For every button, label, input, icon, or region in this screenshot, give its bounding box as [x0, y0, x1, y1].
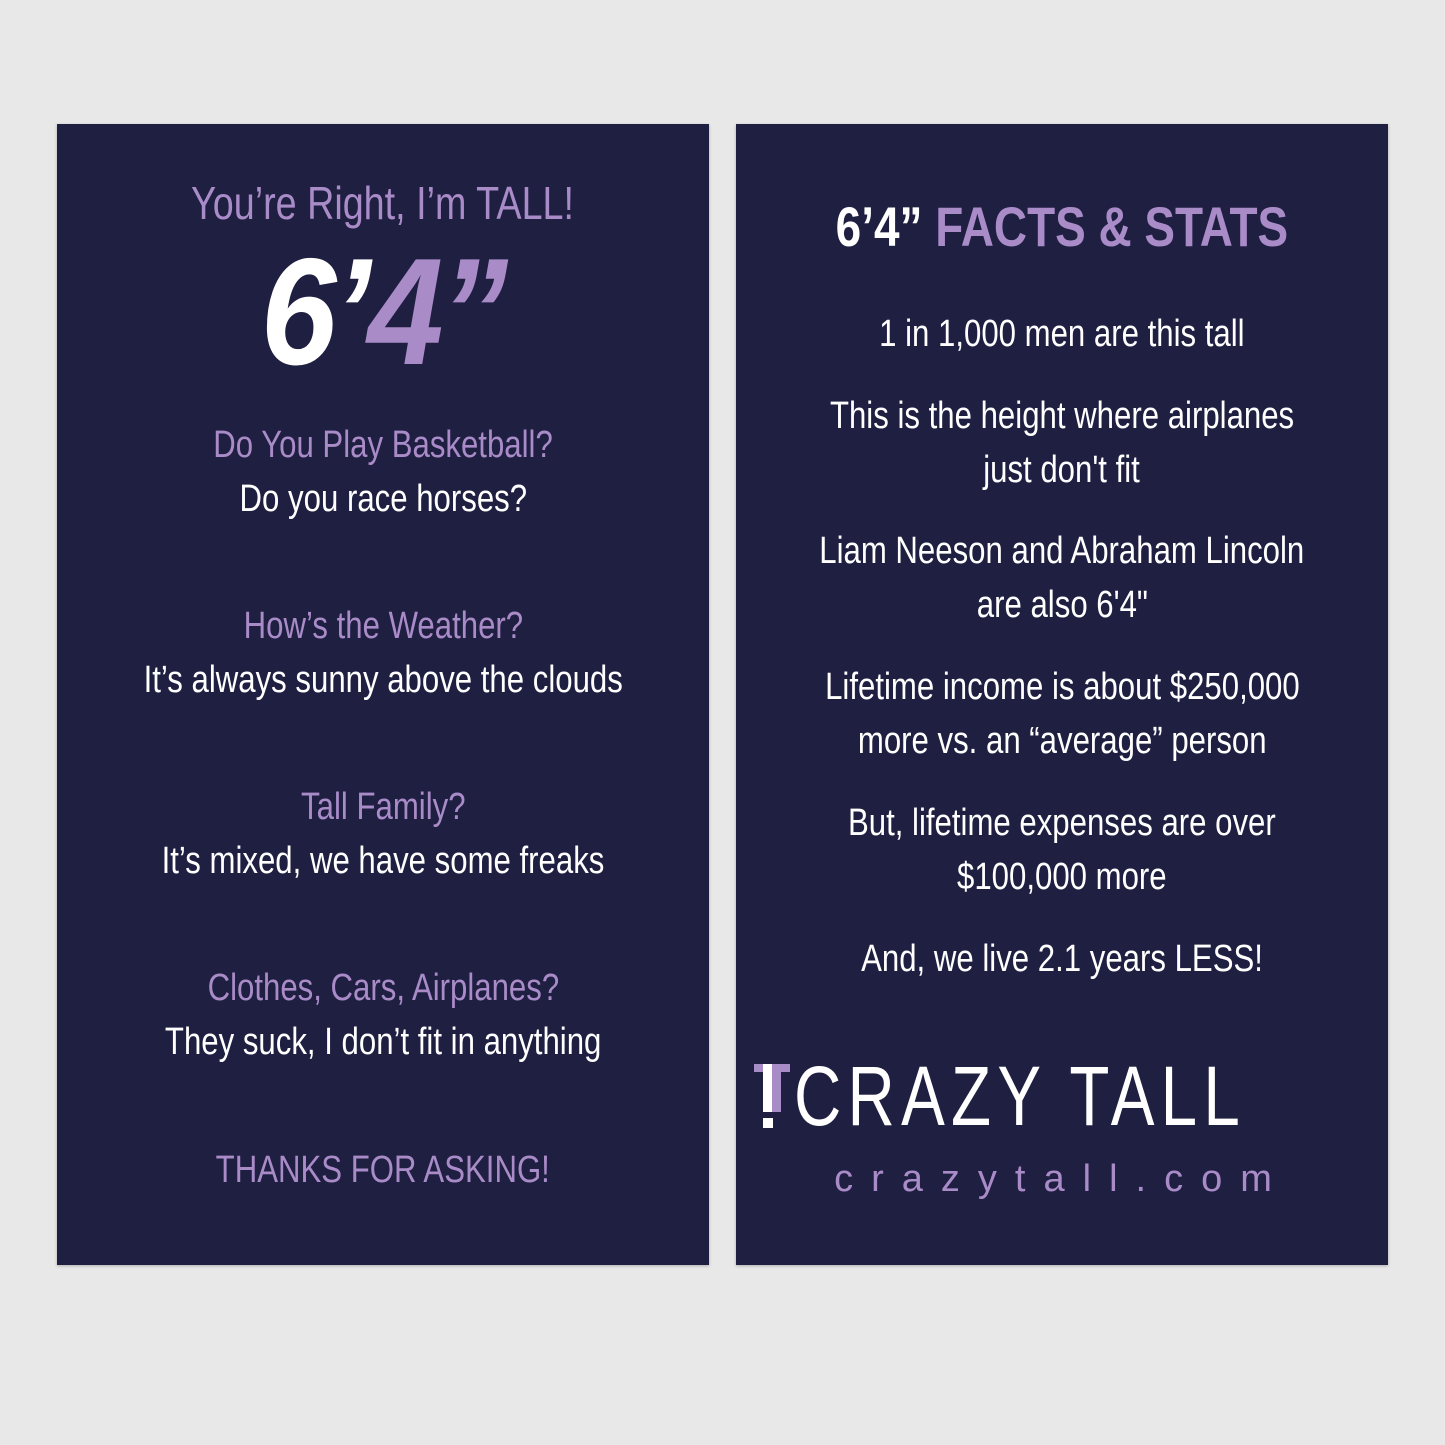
answer-1: Do you race horses?: [239, 478, 527, 520]
heading-rest: FACTS & STATS: [935, 195, 1289, 258]
fact-6: And, we live 2.1 years LESS!: [861, 938, 1263, 980]
left-card: [57, 124, 709, 1265]
height-feet: 6’: [260, 227, 368, 397]
question-3: Tall Family?: [300, 786, 466, 828]
question-2: How’s the Weather?: [243, 605, 523, 647]
fact-4: Lifetime income is about $250,000 more vs. an “average” person: [824, 666, 1300, 762]
fact-5: But, lifetime expenses are over $100,000 more: [848, 802, 1276, 898]
question-1: Do You Play Basketball?: [213, 424, 553, 466]
facts-heading: [736, 194, 1388, 259]
answer-4: They suck, I don’t fit in anything: [164, 1021, 602, 1063]
fact-2: This is the height where airplanes just don't fit: [829, 395, 1295, 491]
logo-brand: CRAZY TALL: [794, 1049, 1247, 1143]
answer-3: It’s mixed, we have some freaks: [161, 840, 605, 882]
big-height: [57, 227, 709, 397]
right-card: [736, 124, 1388, 1265]
fact-3: Liam Neeson and Abraham Lincoln are also 6'4": [819, 530, 1305, 626]
heading-height: 6’4”: [835, 195, 923, 258]
height-inches: 4”: [367, 227, 506, 397]
crazy-tall-logo: [736, 1049, 1388, 1143]
question-4: Clothes, Cars, Airplanes?: [207, 967, 559, 1009]
tagline: [57, 176, 709, 230]
fact-1: 1 in 1,000 men are this tall: [879, 313, 1245, 355]
tagline-text: You’re Right, I’m TALL!: [191, 177, 575, 229]
t-exclamation-logo-icon: [750, 1054, 790, 1128]
closing-text: THANKS FOR ASKING!: [215, 1149, 551, 1191]
website-url[interactable]: crazytall.com: [834, 1158, 1290, 1200]
answer-2: It’s always sunny above the clouds: [143, 659, 623, 701]
